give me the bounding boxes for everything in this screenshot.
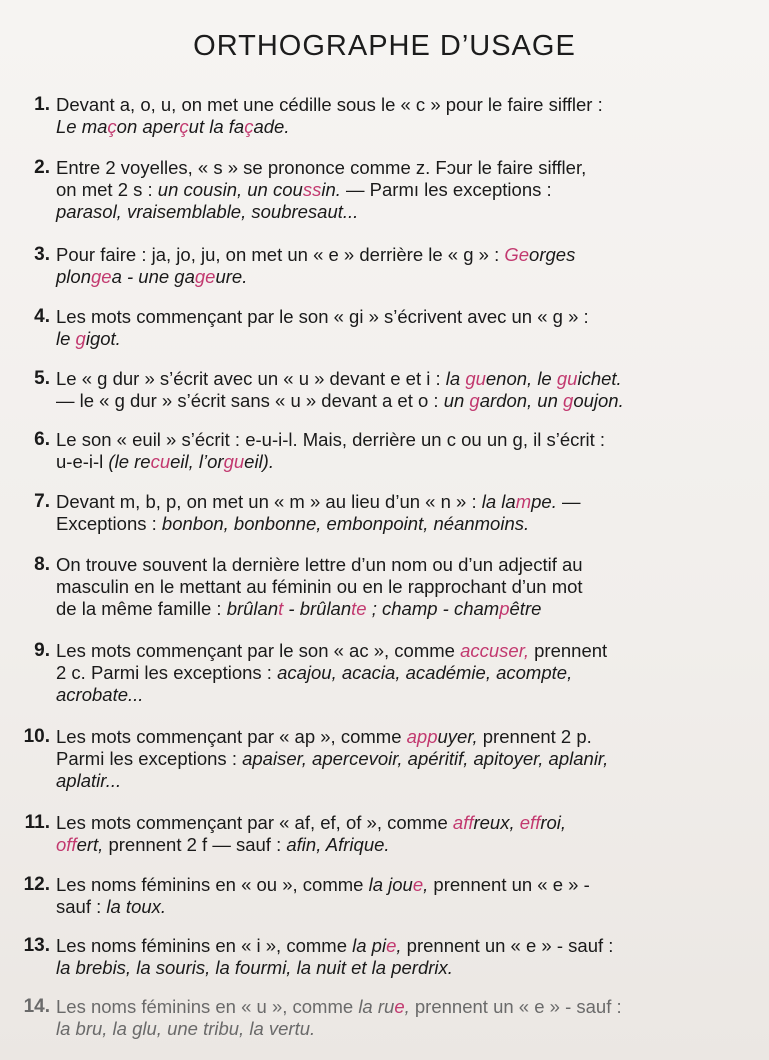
rule-text-part: prennent 2 p. (477, 726, 592, 747)
rule-number: 13. (23, 935, 50, 956)
example-text: igot. (85, 328, 121, 349)
rule-text (56, 94, 752, 138)
rule-number: 3. (34, 244, 50, 265)
example-text: acrobate... (56, 684, 144, 705)
rule-text-part: on met 2 s : (56, 179, 158, 200)
example-text: aplatir... (56, 770, 122, 791)
highlight: g (75, 328, 86, 349)
highlight: gu (465, 368, 486, 389)
highlight: e (394, 996, 405, 1017)
rule-number: 9. (34, 640, 50, 661)
rule-number: 12. (23, 874, 50, 895)
rule-text (56, 368, 752, 412)
rule-line (56, 935, 752, 957)
rule-text (56, 726, 752, 792)
rule-number: 5. (34, 368, 50, 389)
example-text: la ru (358, 996, 395, 1017)
example-text: la brebis, la souris, la fourmi, la nuit et la perdrix. (56, 957, 453, 978)
rule-text-part: Pour faire : ja, jo, ju, on met un « e » derrière le « g » : (56, 244, 505, 265)
rule-text-part: 2 c. Parmi les exceptions : (56, 662, 278, 683)
example-text: parasol, vraisemblable, soubresaut... (56, 201, 359, 222)
example-text: ut la fa (188, 116, 245, 137)
rule-example-line (56, 684, 752, 706)
highlight: eff (519, 812, 541, 833)
highlight: ge (194, 266, 216, 287)
rule-line (56, 834, 752, 856)
example-text: on aper (116, 116, 180, 137)
example-text: ade. (253, 116, 290, 137)
rule-text (56, 306, 752, 350)
rule-text (56, 157, 752, 223)
rule-line (56, 726, 752, 748)
rule-number: 11. (24, 812, 50, 833)
rule-text-part: prennent un « e » - sauf : (401, 935, 614, 956)
example-text: - brûlan (283, 598, 352, 619)
rule-line (56, 244, 752, 266)
rule-text-part: u-e-i-l (56, 451, 109, 472)
rule-line (56, 513, 752, 535)
example-text: oujon. (573, 390, 624, 411)
highlight: off (56, 834, 77, 855)
highlight: ç (179, 116, 189, 137)
example-text: roi, (540, 812, 567, 833)
highlight: aff (452, 812, 474, 833)
rule-example-line (56, 770, 752, 792)
rule-line: On trouve souvent la dernière lettre d’un nom ou d’un adjectif au (56, 554, 583, 575)
example-text: ichet. (577, 368, 622, 389)
highlight: e (412, 874, 424, 895)
rule-text (56, 812, 752, 856)
example-text: être (509, 598, 542, 619)
example-text: - cham (437, 598, 500, 619)
example-text: la toux. (106, 896, 167, 917)
rule-text-part: de la même famille : (56, 598, 227, 619)
example-text: , (396, 935, 402, 956)
highlight: p (499, 598, 510, 619)
rule-line (56, 748, 752, 770)
rule-line: Le son « euil » s’écrit : e-u-i-l. Mais, derrière un c ou un g, il s’écrit : (56, 429, 606, 450)
rule-text-part: Exceptions : (56, 513, 162, 534)
example-text: le (56, 328, 76, 349)
example-text: enon, le (485, 368, 557, 389)
example-text: afin, Afrique. (286, 834, 390, 855)
highlight: g (469, 390, 480, 411)
highlight: app (406, 726, 438, 747)
example-text: (le re (108, 451, 151, 472)
example-text: ert, (76, 834, 104, 855)
example-text: orges (529, 244, 576, 265)
highlight: cu (150, 451, 171, 472)
highlight: e (386, 935, 397, 956)
rule-text-part: sauf : (56, 896, 107, 917)
rule-number: 8. (34, 554, 50, 575)
highlight: m (515, 491, 532, 512)
example-text: un cousin, un cou (157, 179, 303, 200)
example-text: la pi (352, 935, 387, 956)
rule-line (56, 662, 752, 684)
rule-line: Les mots commençant par le son « gi » s’écrivent avec un « g » : (56, 306, 589, 327)
rule-line (56, 451, 752, 473)
page-title: ORTHOGRAPHE D’USAGE (193, 30, 576, 62)
example-text: la (445, 368, 466, 389)
rule-text-part: — (556, 491, 581, 512)
example-text: eil, l’or (170, 451, 224, 472)
rule-text-part: prennent 2 f — sauf : (103, 834, 287, 855)
example-text: acajou, acacia, académie, acompte, (277, 662, 573, 683)
rule-text (56, 996, 752, 1040)
example-text: la jou (368, 874, 413, 895)
rule-text (56, 554, 752, 620)
example-text: in. (321, 179, 341, 200)
rule-text-part: prennent (529, 640, 608, 661)
rule-line (56, 598, 752, 620)
example-text: uyer, (437, 726, 478, 747)
rule-example-line (56, 201, 752, 223)
highlight: gu (556, 368, 578, 389)
rule-text-part: prennent un « e » - (428, 874, 590, 895)
rule-text-part: Le « g dur » s’écrit avec un « u » devant e et i : (56, 368, 446, 389)
highlight: ge (90, 266, 112, 287)
example-text: ; champ (366, 598, 438, 619)
rule-text-part: prennent un « e » - sauf : (409, 996, 622, 1017)
highlight: t (278, 598, 284, 619)
highlight: ss (302, 179, 322, 200)
rule-example-line (56, 116, 752, 138)
rule-number: 10. (23, 726, 50, 747)
rule-line (56, 896, 752, 918)
rule-text-part: Les mots commençant par le son « ac », comme (56, 640, 461, 661)
rule-example-line (56, 957, 752, 979)
rule-number: 2. (34, 157, 50, 178)
rule-text (56, 935, 752, 979)
highlight: gu (223, 451, 245, 472)
rule-line (56, 996, 752, 1018)
rule-text-part: Les noms féminins en « u », comme (56, 996, 359, 1017)
rule-example-line (56, 328, 752, 350)
rule-number: 1. (34, 94, 50, 115)
highlight: te (351, 598, 367, 619)
rule-text-part: — le « g dur » s’écrit sans « u » devant a et o : (56, 390, 444, 411)
rule-line (56, 179, 752, 201)
example-text: bonbon, bonbonne, embonpoint, néanmoins. (161, 513, 530, 534)
rule-line (56, 812, 752, 834)
rule-number: 7. (34, 491, 50, 512)
rule-text-part: Les noms féminins en « i », comme (56, 935, 353, 956)
highlight: accuser, (460, 640, 529, 661)
rule-text (56, 429, 752, 473)
rule-text (56, 244, 752, 288)
rule-text-part: Parmi les exceptions : (56, 748, 243, 769)
example-text: ardon, un (479, 390, 564, 411)
rule-text (56, 640, 752, 706)
example-text: pe. (531, 491, 557, 512)
rule-line: Entre 2 voyelles, « s » se prononce comme z. Fɔur le faire siffler, (56, 157, 587, 178)
rule-text-part: Les mots commençant par « af, ef, of », comme (56, 812, 453, 833)
rule-text-part: — Parmı les exceptions : (340, 179, 552, 200)
rule-line (56, 640, 752, 662)
example-text: a - une ga (111, 266, 195, 287)
example-text: plon (56, 266, 91, 287)
rule-text (56, 491, 752, 535)
rule-example-line (56, 1018, 752, 1040)
highlight: ç (107, 116, 117, 137)
rule-number: 4. (34, 306, 50, 327)
example-text: Le ma (56, 116, 108, 137)
rule-example-line (56, 266, 752, 288)
example-text: la la (481, 491, 516, 512)
highlight: g (563, 390, 574, 411)
example-text: eil). (244, 451, 274, 472)
rule-line: masculin en le mettant au féminin ou en le rapprochant d’un mot (56, 576, 583, 597)
example-text: reux, (473, 812, 520, 833)
example-text: apaiser, apercevoir, apéritif, apitoyer, aplanir, (242, 748, 609, 769)
highlight: Ge (504, 244, 530, 265)
example-text: brûlan (226, 598, 279, 619)
rule-text-part: Les mots commençant par « ap », comme (56, 726, 407, 747)
rule-line (56, 390, 752, 412)
rule-text-part: Devant m, b, p, on met un « m » au lieu d’un « n » : (56, 491, 482, 512)
rule-number: 14. (23, 996, 50, 1017)
rule-text (56, 874, 752, 918)
example-text: la bru, la glu, une tribu, la vertu. (56, 1018, 316, 1039)
rule-line: Devant a, o, u, on met une cédille sous le « c » pour le faire siffler : (56, 94, 603, 115)
highlight: ç (244, 116, 254, 137)
rule-number: 6. (34, 429, 50, 450)
rule-line (56, 368, 752, 390)
example-text: , (423, 874, 429, 895)
example-text: , (404, 996, 410, 1017)
rule-line (56, 874, 752, 896)
example-text: un (443, 390, 470, 411)
example-text: ure. (215, 266, 248, 287)
rule-text-part: Les noms féminins en « ou », comme (56, 874, 369, 895)
rule-line (56, 491, 752, 513)
